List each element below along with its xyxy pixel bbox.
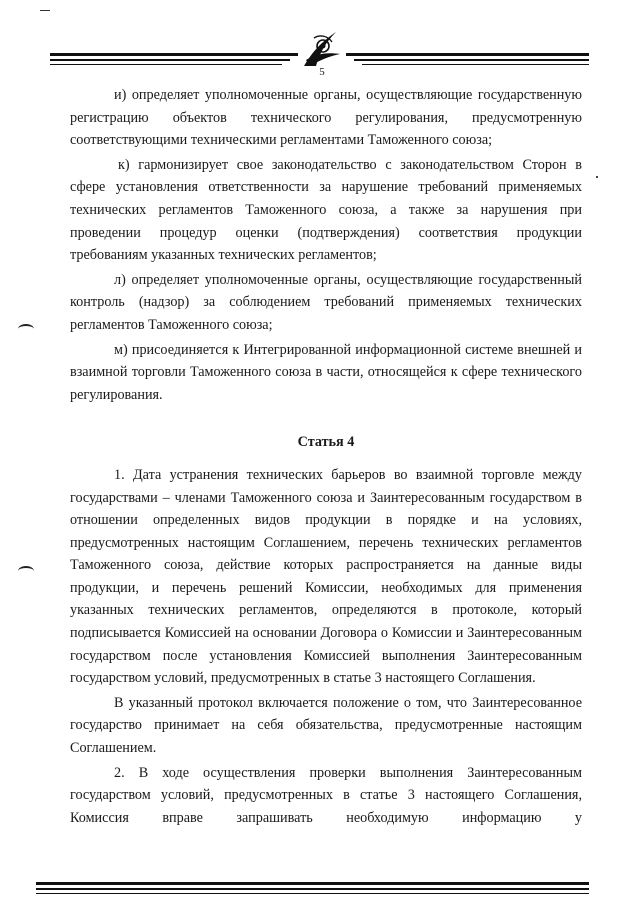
footer-rule [36,888,589,890]
article-title: Статья 4 [297,434,355,451]
header-rule [50,53,298,56]
scan-dot [596,176,598,178]
footer-rule [36,882,589,885]
paragraph-m: м) присоединяется к Интегрированной информационной системе внешней и взаимной торговли Таможенного союза в части, относящейся к сфере технического регулирования. [70,341,582,403]
paragraph-l: л) определяет уполномоченные органы, осуществляющие государственный контроль (надзор) за соблюдением требований применяемых технических регламентов Таможенного союза; [70,271,582,333]
document-body [70,84,582,829]
paragraph-article-1: 1. Дата устранения технических барьеров во взаимной торговле между государствами – членами Таможенного союза и Заинтересованным государством в отношении определенных видов продукции в порядке и на условиях, предусмотренных настоящим Соглашением, перечень технических регламентов Таможенного союза, действие которых распространяется на данные виды продукции, и перечень решений Комиссии, необходимых для применения указанных технических регламентов, определяются в протоколе, который подписывается Комиссией на основании Договора о Комиссии и Заинтересованным государством после установления Комиссией выполнения Заинтересованным государством условий, предусмотренных в статье 3 настоящего Соглашения. [70,466,582,687]
binding-mark [18,324,34,334]
scan-mark [40,10,50,11]
paragraph-article-2: 2. В ходе осуществления проверки выполнения Заинтересованным государством условий, предусмотренных в статье 3 настоящего Соглашения, Комиссия вправе запрашивать необходимую информацию у [70,764,582,826]
paragraph-i: и) определяет уполномоченные органы, осуществляющие государственную регистрацию объектов технического регулирования, предусмотренную соответствующими техническими регламентами Таможенного союза; [70,87,582,149]
header-rule [50,64,282,65]
header-rule [362,64,589,65]
header-rule [354,59,589,61]
binding-mark [18,566,34,576]
header-rule [50,59,290,61]
header-rule [346,53,589,56]
paragraph-k: к) гармонизирует свое законодательство с законодательством Сторон в сфере установления ответственности за нарушение требований применяемых технических регламентов Таможенного союза, а также за нарушения при проведении процедур оценки (подтверждения) соответствия продукции требованиям указанных технических регламентов; [70,156,582,264]
footer-rule [36,893,589,894]
paragraph-article-1b: В указанный протокол включается положение о том, что Заинтересованное государство принимает на себя обязательства, предусмотренные настоящим Соглашением. [70,694,582,757]
page-number: 5 [319,66,325,78]
